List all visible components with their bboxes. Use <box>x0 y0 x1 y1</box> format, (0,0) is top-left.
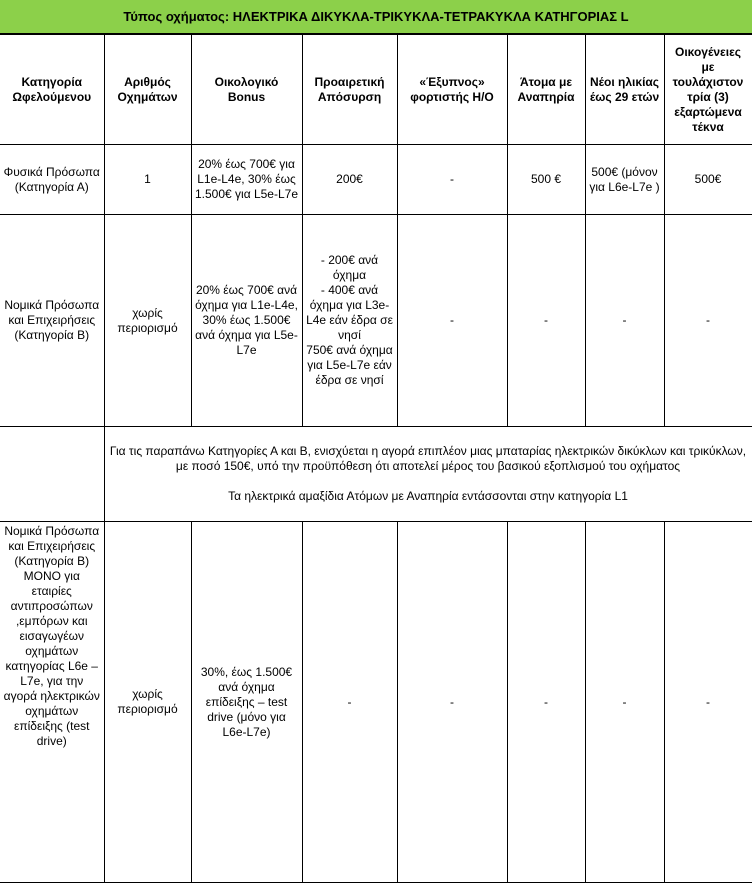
cell-bonus: 20% έως 700€ για L1e-L4e, 30% έως 1.500€ για L5e-L7e <box>191 145 302 215</box>
table-row <box>0 215 752 427</box>
cell-youth: 500€ (μόνον για L6e-L7e ) <box>585 145 664 215</box>
cell-category: Νομικά Πρόσωπα και Επιχειρήσεις (Κατηγορία Β) ΜΟΝΟ για εταιρίες αντιπροσώπων ,εμπόρων και εισαγωγέων οχημάτων κατηγορίας L6e – L7e, για την αγορά ηλεκτρικών οχημάτων επίδειξης (test drive) <box>0 522 104 883</box>
header-charger: «Έξυπνος» φορτιστής Η/Ο <box>397 35 507 145</box>
cell-disability: 500 € <box>507 145 585 215</box>
cell-charger: - <box>397 215 507 427</box>
cell-youth: - <box>585 522 664 883</box>
header-vehicles: Αριθμός Οχημάτων <box>104 35 191 145</box>
note-cell <box>104 427 752 522</box>
cell-vehicles: χωρίς περιορισμό <box>104 522 191 883</box>
cell-bonus: 20% έως 700€ ανά όχημα για L1e-L4e, 30% έως 1.500€ ανά όχημα για L5e-L7e <box>191 215 302 427</box>
cell-category: Φυσικά Πρόσωπα (Κατηγορία Α) <box>0 145 104 215</box>
cell-bonus: 30%, έως 1.500€ ανά όχημα επίδειξης – test drive (μόνο για L6e-L7e) <box>191 522 302 883</box>
table-title-banner <box>0 0 752 34</box>
table-row <box>0 522 752 883</box>
header-row <box>0 35 752 145</box>
cell-scrappage: - <box>302 522 397 883</box>
header-scrappage: Προαιρετική Απόσυρση <box>302 35 397 145</box>
header-category: Κατηγορία Ωφελούμενου <box>0 35 104 145</box>
subsidy-table <box>0 34 752 883</box>
cell-vehicles: 1 <box>104 145 191 215</box>
cell-charger: - <box>397 145 507 215</box>
note-empty-cell <box>0 427 104 522</box>
table-title: Τύπος οχήματος: ΗΛΕΚΤΡΙΚΑ ΔΙΚΥΚΛΑ-ΤΡΙΚΥΚΛΑ-ΤΕΤΡΑΚΥΚΛΑ ΚΑΤΗΓΟΡΙΑΣ L <box>123 9 629 24</box>
header-families: Οικογένειες με τουλάχιστον τρία (3) εξαρτώμενα τέκνα <box>664 35 752 145</box>
battery-note: Για τις παραπάνω Κατηγορίες Α και Β, ενισχύεται η αγορά επιπλέον μιας μπαταρίας ηλεκτρικών δικύκλων και τρικύκλων, με ποσό 150€, υπό την προϋπόθεση ότι αποτελεί μέρος του βασικού εξοπλισμού του οχήματος <box>109 444 747 473</box>
cell-category: Νομικά Πρόσωπα και Επιχειρήσεις (Κατηγορία Β) <box>0 215 104 427</box>
cell-scrappage: 200€ <box>302 145 397 215</box>
cell-vehicles: χωρίς περιορισμό <box>104 215 191 427</box>
cell-families: - <box>664 215 752 427</box>
cell-scrappage: - 200€ ανά όχημα - 400€ ανά όχημα για L3e-L4e εάν έδρα σε νησί 750€ ανά όχημα για L5e-L7e εάν έδρα σε νησί <box>302 215 397 427</box>
header-youth: Νέοι ηλικίας έως 29 ετών <box>585 35 664 145</box>
cell-families: - <box>664 522 752 883</box>
table-row <box>0 145 752 215</box>
cell-youth: - <box>585 215 664 427</box>
cell-charger: - <box>397 522 507 883</box>
wheelchair-note: Τα ηλεκτρικά αμαξίδια Ατόμων με Αναπηρία εντάσσονται στην κατηγορία L1 <box>228 489 628 503</box>
header-bonus: Οικολογικό Bonus <box>191 35 302 145</box>
note-row <box>0 427 752 522</box>
cell-disability: - <box>507 522 585 883</box>
cell-families: 500€ <box>664 145 752 215</box>
header-disability: Άτομα με Αναπηρία <box>507 35 585 145</box>
cell-disability: - <box>507 215 585 427</box>
